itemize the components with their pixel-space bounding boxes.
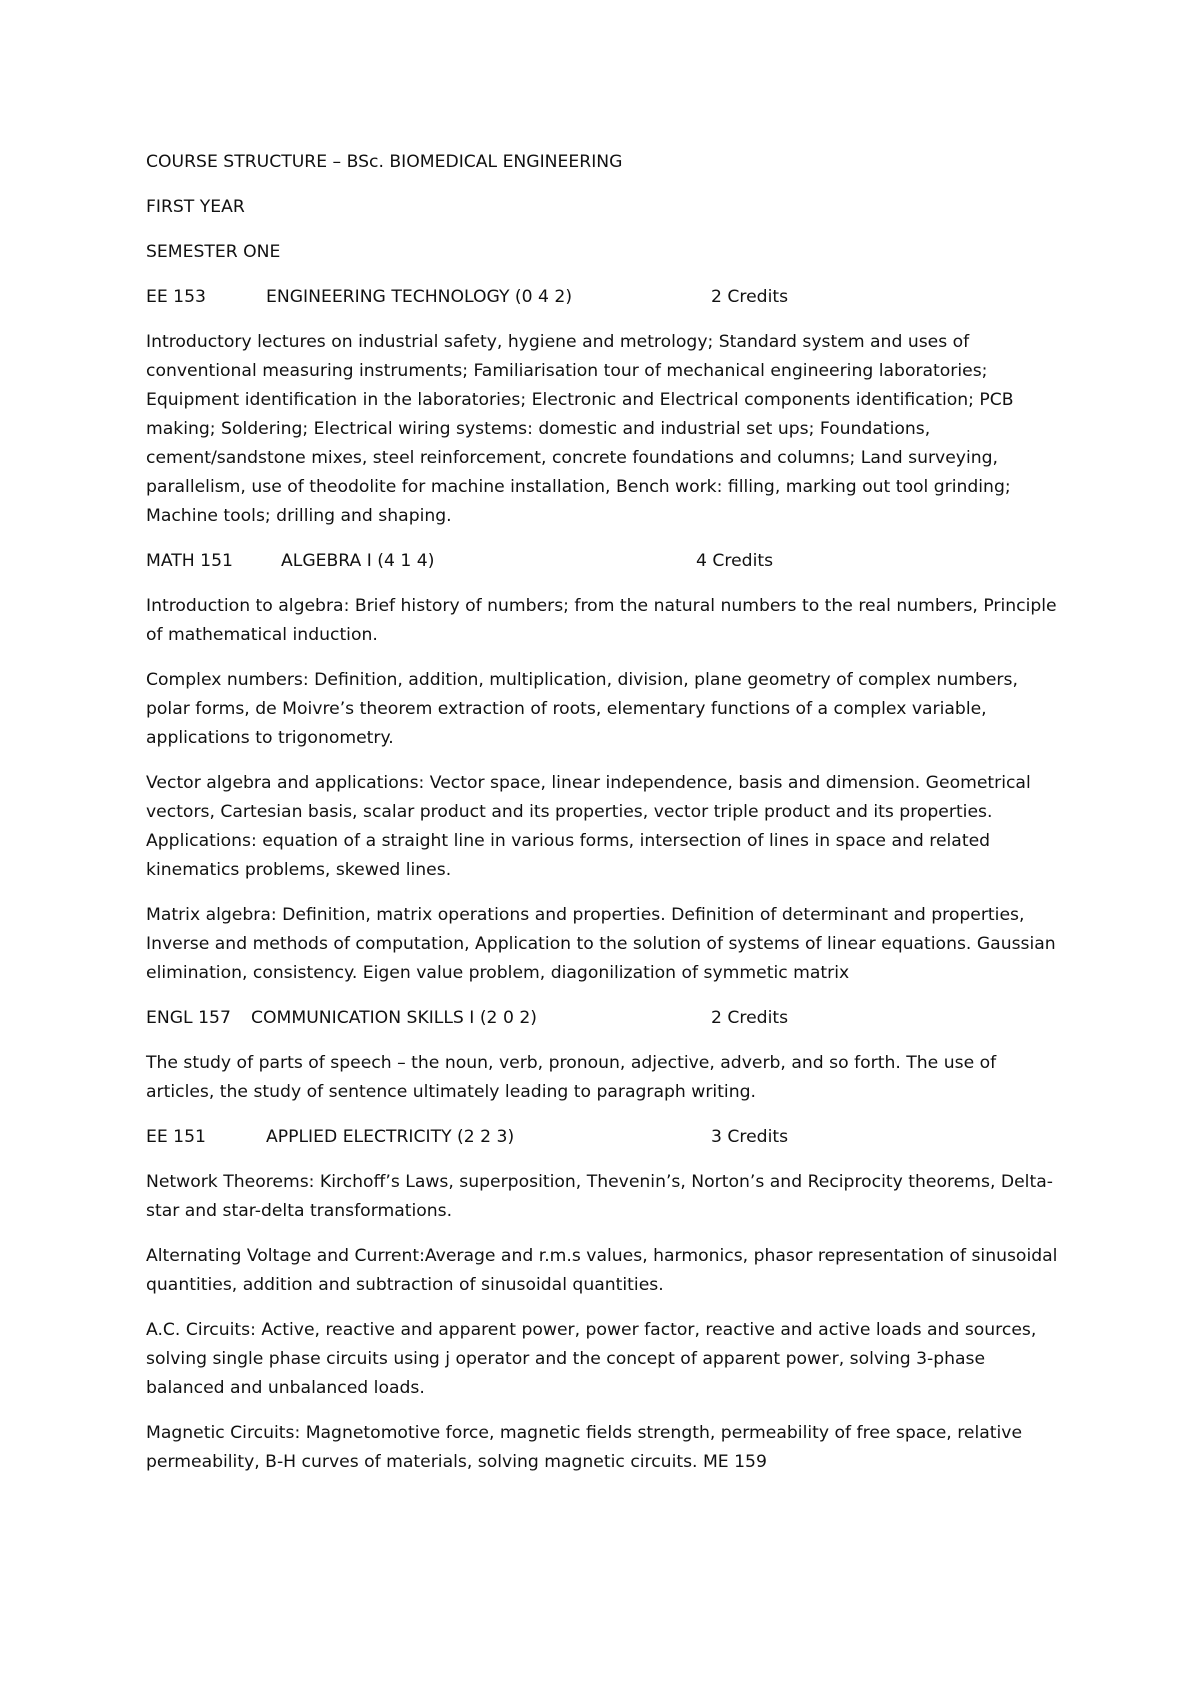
course-description: Magnetic Circuits: Magnetomotive force, magnetic fields strength, permeability of free space, relative permeability, B-H curves of materials, solving magnetic circuits. ME 159 bbox=[146, 1423, 1023, 1472]
course-code: ENGL 157 bbox=[146, 1008, 231, 1028]
course-code: MATH 151 bbox=[146, 551, 233, 571]
course-description: Network Theorems: Kirchoff’s Laws, superposition, Thevenin’s, Norton’s and Reciprocity theorems, Delta-star and star-delta transformations. bbox=[146, 1172, 1053, 1221]
document-title: COURSE STRUCTURE – BSc. BIOMEDICAL ENGINEERING bbox=[146, 152, 623, 172]
course-description: Matrix algebra: Definition, matrix operations and properties. Definition of determinant and properties, Inverse and methods of computation, Application to the solution of systems of linear equations. Gaussian elimination, consistency. Eigen value problem, diagonilization of symmetic matrix bbox=[146, 905, 1056, 983]
course-credits: 4 Credits bbox=[696, 551, 774, 571]
course-description: Introductory lectures on industrial safety, hygiene and metrology; Standard system and uses of conventional measuring instruments; Familiarisation tour of mechanical engineering laboratories; Equipment identification in the laboratories; Electronic and Electrical components identification; PCB making; Soldering; Electrical wiring systems: domestic and industrial set ups; Foundations, cement/sandstone mixes, steel reinforcement, concrete foundations and columns; Land surveying, parallelism, use of theodolite for machine installation, Bench work: filling, marking out tool grinding; Machine tools; drilling and shaping. bbox=[146, 332, 1014, 526]
course-credits: 3 Credits bbox=[711, 1127, 789, 1147]
course-credits: 2 Credits bbox=[711, 287, 789, 307]
course-header bbox=[146, 547, 1066, 576]
course-title: ENGINEERING TECHNOLOGY (0 4 2) bbox=[266, 287, 573, 307]
course-header bbox=[146, 1123, 1066, 1152]
course-code: EE 153 bbox=[146, 287, 206, 307]
course-code: EE 151 bbox=[146, 1127, 206, 1147]
course-header bbox=[146, 283, 1066, 312]
course-description: The study of parts of speech – the noun, verb, pronoun, adjective, adverb, and so forth. The use of articles, the study of sentence ultimately leading to paragraph writing. bbox=[146, 1053, 997, 1102]
course-description: Complex numbers: Definition, addition, multiplication, division, plane geometry of complex numbers, polar forms, de Moivre’s theorem extraction of roots, elementary functions of a complex variable, applications to trigonometry. bbox=[146, 670, 1018, 748]
course-title: COMMUNICATION SKILLS I (2 0 2) bbox=[251, 1008, 537, 1028]
document-body bbox=[146, 148, 1066, 1493]
course-description: A.C. Circuits: Active, reactive and apparent power, power factor, reactive and active loads and sources, solving single phase circuits using j operator and the concept of apparent power, solving 3-phase balanced and unbalanced loads. bbox=[146, 1320, 1037, 1398]
year-heading: FIRST YEAR bbox=[146, 197, 245, 217]
course-description: Vector algebra and applications: Vector space, linear independence, basis and dimension. Geometrical vectors, Cartesian basis, scalar product and its properties, vector triple product and its properties. Applications: equation of a straight line in various forms, intersection of lines in space and related kinematics problems, skewed lines. bbox=[146, 773, 1031, 880]
course-title: ALGEBRA I (4 1 4) bbox=[281, 551, 435, 571]
course-credits: 2 Credits bbox=[711, 1008, 789, 1028]
course-description: Introduction to algebra: Brief history of numbers; from the natural numbers to the real numbers, Principle of mathematical induction. bbox=[146, 596, 1057, 645]
course-description: Alternating Voltage and Current:Average and r.m.s values, harmonics, phasor representation of sinusoidal quantities, addition and subtraction of sinusoidal quantities. bbox=[146, 1246, 1058, 1295]
course-title: APPLIED ELECTRICITY (2 2 3) bbox=[266, 1127, 515, 1147]
course-header bbox=[146, 1004, 1066, 1033]
semester-heading: SEMESTER ONE bbox=[146, 242, 281, 262]
